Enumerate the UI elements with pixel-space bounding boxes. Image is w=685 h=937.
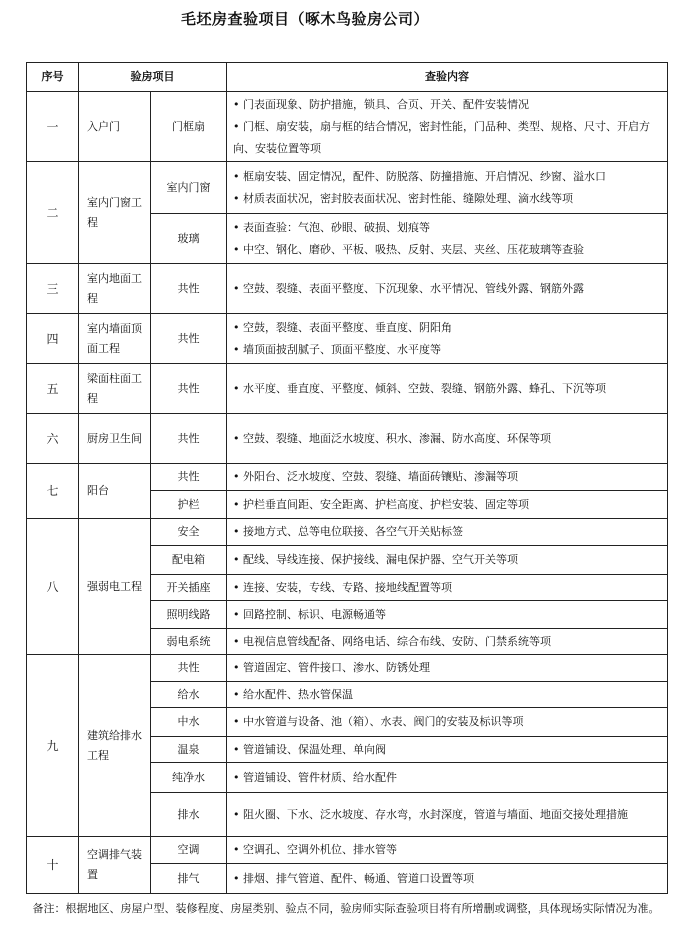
row-content	[227, 737, 668, 763]
table-header-row	[27, 63, 668, 92]
row-subitem: 中水	[151, 708, 227, 737]
content-line: • 给水配件、热水管保温	[233, 687, 353, 701]
page-title: 毛坯房查验项目（啄木鸟验房公司）	[180, 10, 429, 28]
row-content	[227, 575, 668, 601]
row-content	[227, 491, 668, 519]
row-subitem: 玻璃	[151, 214, 227, 264]
row-subitem: 护栏	[151, 491, 227, 519]
content-line: • 管道铺设、保温处理、单向阀	[233, 742, 386, 756]
note-text: 备注：根据地区、房屋户型、装修程度、房屋类别、验点不同，验房师实际查验项目将有所增删或调整，具体现场实际情况为准。	[32, 902, 660, 915]
row-content	[227, 763, 668, 793]
table-row	[27, 837, 668, 864]
row-subitem: 共性	[151, 464, 227, 491]
row-subitem: 照明线路	[151, 601, 227, 629]
content-line: • 表面查验：气泡、砂眼、破损、划痕等	[233, 220, 430, 234]
row-number: 八	[27, 519, 79, 655]
table-row	[27, 162, 668, 214]
table-row	[27, 264, 668, 314]
row-content	[227, 837, 668, 864]
header-item: 验房项目	[79, 63, 227, 92]
row-subitem: 开关插座	[151, 575, 227, 601]
header-content: 查验内容	[227, 63, 668, 92]
row-subitem: 共性	[151, 414, 227, 464]
row-number: 十	[27, 837, 79, 894]
content-line: • 空鼓、裂缝、地面泛水坡度、积水、渗漏、防水高度、环保等项	[233, 431, 551, 445]
row-subitem: 安全	[151, 519, 227, 546]
row-content	[227, 708, 668, 737]
row-number: 四	[27, 314, 79, 364]
row-item: 空调排气装置	[79, 837, 151, 894]
row-content	[227, 519, 668, 546]
row-number: 九	[27, 655, 79, 837]
content-line: • 管道固定、管件接口、渗水、防锈处理	[233, 661, 430, 674]
row-item: 室内墙面顶面工程	[79, 314, 151, 364]
row-number: 六	[27, 414, 79, 464]
row-content	[227, 464, 668, 491]
row-content	[227, 314, 668, 364]
row-item: 阳台	[79, 464, 151, 519]
row-subitem: 室内门窗	[151, 162, 227, 214]
row-content	[227, 214, 668, 264]
row-content	[227, 92, 668, 162]
row-item: 入户门	[79, 92, 151, 162]
table-row	[27, 364, 668, 414]
inspection-table	[26, 62, 668, 923]
row-item: 室内门窗工程	[79, 162, 151, 264]
row-subitem: 纯净水	[151, 763, 227, 793]
row-content	[227, 364, 668, 414]
row-subitem: 共性	[151, 655, 227, 682]
row-subitem: 门框扇	[151, 92, 227, 162]
row-subitem: 共性	[151, 364, 227, 414]
row-number: 三	[27, 264, 79, 314]
row-content	[227, 793, 668, 837]
content-line: • 空调孔、空调外机位、排水管等	[233, 843, 397, 856]
content-line: • 门框、扇安装，扇与框的结合情况，密封性能，门品种、类型、规格、尺寸、开启方向、安装位置等项	[233, 119, 650, 155]
row-number: 二	[27, 162, 79, 264]
row-number: 五	[27, 364, 79, 414]
table-body	[27, 92, 668, 894]
row-content	[227, 864, 668, 894]
row-subitem: 空调	[151, 837, 227, 864]
content-line: • 中空、钢化、磨砂、平板、吸热、反射、夹层、夹丝、压花玻璃等查验	[233, 242, 584, 256]
content-line: • 接地方式、总等电位联接、各空气开关贴标签	[233, 525, 463, 538]
row-subitem: 温泉	[151, 737, 227, 763]
row-subitem: 配电箱	[151, 546, 227, 575]
row-subitem: 给水	[151, 682, 227, 708]
content-line: • 外阳台、泛水坡度、空鼓、裂缝、墙面砖镶贴、渗漏等项	[233, 470, 518, 483]
header-seq: 序号	[27, 63, 79, 92]
content-line: • 空鼓，裂缝、表面平整度、垂直度、阴阳角	[233, 320, 452, 334]
row-subitem: 共性	[151, 264, 227, 314]
content-line: • 空鼓、裂缝、表面平整度、下沉现象、水平情况、管线外露、钢筋外露	[233, 281, 584, 295]
row-content	[227, 601, 668, 629]
row-item: 厨房卫生间	[79, 414, 151, 464]
table-row	[27, 92, 668, 162]
content-line: • 回路控制、标识、电源畅通等	[233, 607, 386, 621]
content-line: • 排烟、排气管道、配件、畅通、管道口设置等项	[233, 871, 474, 885]
content-line: • 中水管道与设备、池（箱）、水表、阀门的安装及标识等项	[233, 715, 524, 728]
content-line: • 材质表面状况，密封胶表面状况、密封性能、缝隙处理、滴水线等项	[233, 191, 573, 205]
row-subitem: 共性	[151, 314, 227, 364]
row-subitem: 排气	[151, 864, 227, 894]
row-item: 强弱电工程	[79, 519, 151, 655]
note-row	[27, 894, 668, 924]
row-content	[227, 629, 668, 655]
content-line: • 门表面现象、防护措施，锁具、合页、开关、配件安装情况	[233, 97, 529, 111]
content-line: • 管道铺设、管件材质、给水配件	[233, 770, 397, 784]
content-line: • 护栏垂直间距、安全距离、护栏高度、护栏安装、固定等项	[233, 497, 529, 511]
row-item: 室内地面工程	[79, 264, 151, 314]
row-item: 建筑给排水工程	[79, 655, 151, 837]
row-subitem: 排水	[151, 793, 227, 837]
content-line: • 配线、导线连接、保护接线、漏电保护器、空气开关等项	[233, 553, 518, 566]
row-number: 七	[27, 464, 79, 519]
content-line: • 电视信息管线配备、网络电话、综合布线、安防、门禁系统等项	[233, 634, 551, 648]
content-line: • 水平度、垂直度、平整度、倾斜、空鼓、裂缝、钢筋外露、蜂孔、下沉等项	[233, 381, 606, 395]
content-line: • 框扇安装、固定情况，配件、防脱落、防撞措施、开启情况、纱窗、溢水口	[233, 169, 606, 183]
table-row	[27, 414, 668, 464]
row-subitem: 弱电系统	[151, 629, 227, 655]
row-content	[227, 682, 668, 708]
row-content	[227, 414, 668, 464]
content-line: • 阻火圈、下水、泛水坡度、存水弯，水封深度，管道与墙面、地面交接处理措施	[233, 807, 628, 821]
content-line: • 墙顶面披刮腻子、顶面平整度、水平度等	[233, 342, 441, 356]
row-item: 梁面柱面工程	[79, 364, 151, 414]
table-row	[27, 519, 668, 546]
row-content	[227, 162, 668, 214]
row-content	[227, 655, 668, 682]
table-row	[27, 464, 668, 491]
table-row	[27, 655, 668, 682]
table-row	[27, 314, 668, 364]
row-content	[227, 264, 668, 314]
content-line: • 连接、安装，专线、专路、接地线配置等项	[233, 580, 452, 594]
row-content	[227, 546, 668, 575]
row-number: 一	[27, 92, 79, 162]
